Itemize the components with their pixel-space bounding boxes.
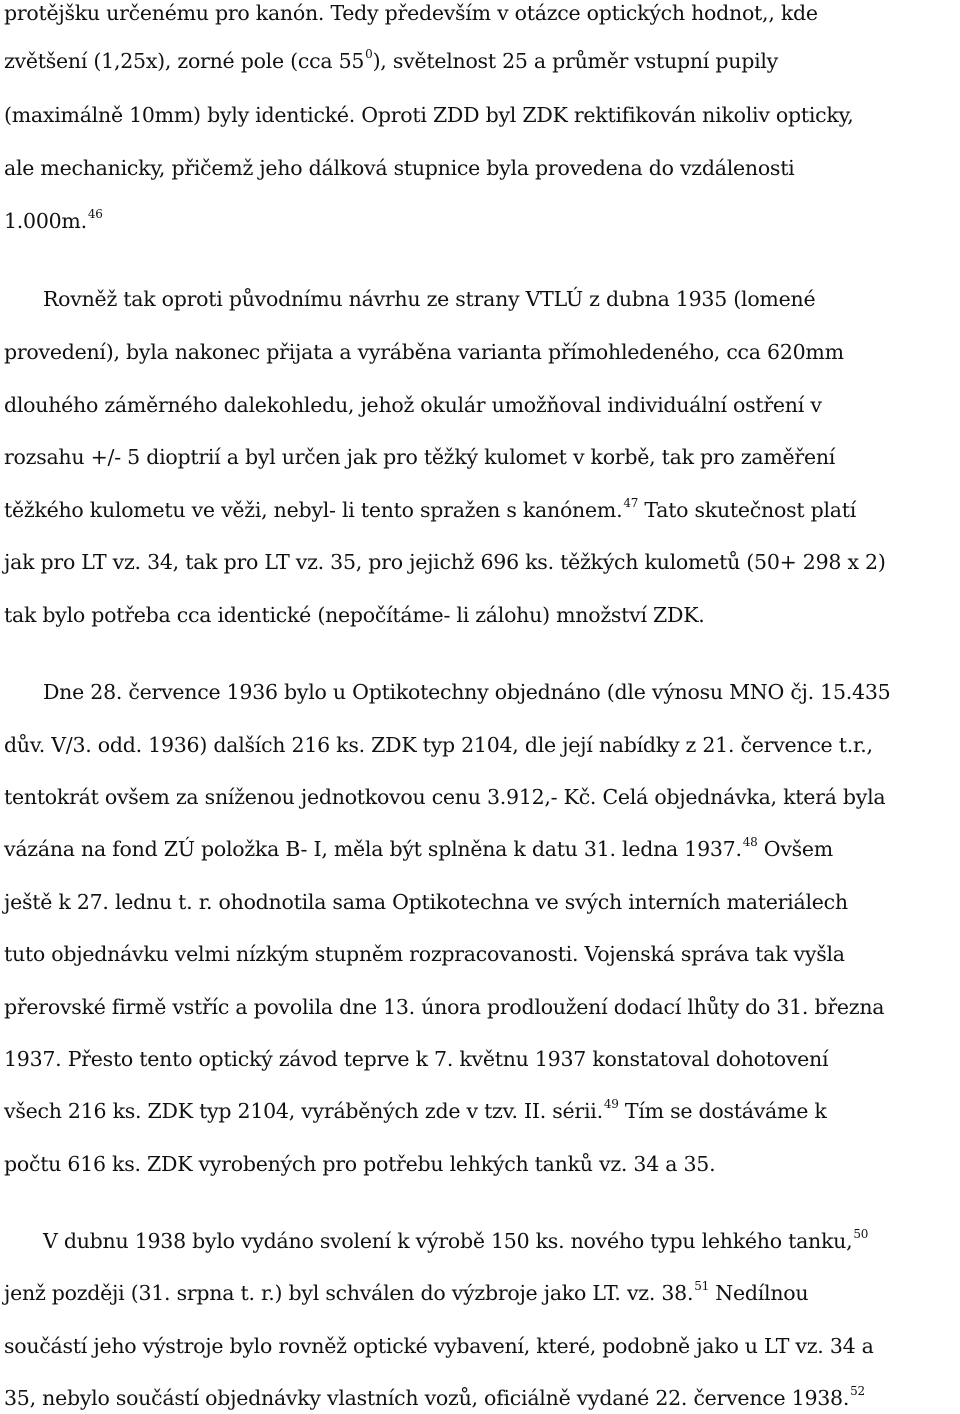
text-line: (maximálně 10mm) byly identické. Oproti ZDD byl ZDK rektifikován nikoliv opticky, xyxy=(4,103,854,127)
text-line: součástí jeho výstroje bylo rovněž optické vybavení, které, podobně jako u LT vz. 34 a xyxy=(4,1334,874,1358)
text-line xyxy=(4,1385,865,1414)
text-run: 1.000m. xyxy=(4,209,87,233)
text-line: Rovněž tak oproti původnímu návrhu ze strany VTLÚ z dubna 1935 (lomené xyxy=(43,287,816,311)
superscript-degree: 0 xyxy=(365,47,373,61)
footnote-ref-50: 50 xyxy=(853,1227,869,1241)
text-line: 1937. Přesto tento optický závod teprve k 7. květnu 1937 konstatoval dohotovení xyxy=(4,1047,829,1071)
text-line: počtu 616 ks. ZDK vyrobených pro potřebu lehkých tanků vz. 34 a 35. xyxy=(4,1152,716,1176)
text-line xyxy=(4,497,856,526)
text-line xyxy=(43,1228,868,1257)
text-run: 35, nebylo součástí objednávky vlastních vozů, oficiálně vydané 22. července 1938. xyxy=(4,1386,850,1410)
text-line xyxy=(4,836,833,865)
text-line xyxy=(4,1098,827,1127)
text-line: provedení), byla nakonec přijata a vyráběna varianta přímohledeného, cca 620mm xyxy=(4,340,844,364)
text-run: vázána na fond ZÚ položka B- I, měla být splněna k datu 31. ledna 1937. xyxy=(4,837,742,861)
text-run: ), světelnost 25 a průměr vstupní pupily xyxy=(372,49,779,73)
footnote-ref-47: 47 xyxy=(623,496,639,510)
text-line: dlouhého záměrného dalekohledu, jehož okulár umožňoval individuální ostření v xyxy=(4,393,822,417)
footnote-ref-52: 52 xyxy=(850,1384,865,1398)
text-run: Nedílnou xyxy=(709,1281,809,1305)
text-line: tentokrát ovšem za sníženou jednotkovou cenu 3.912,- Kč. Celá objednávka, která byla xyxy=(4,785,886,809)
text-line: protějšku určenému pro kanón. Tedy především v otázce optických hodnot,, kde xyxy=(4,1,818,25)
text-run: jenž později (31. srpna t. r.) byl schválen do výzbroje jako LT. vz. 38. xyxy=(4,1281,694,1305)
footnote-ref-46: 46 xyxy=(87,207,103,221)
footnote-ref-48: 48 xyxy=(742,835,758,849)
text-line: tuto objednávku velmi nízkým stupněm rozpracovanosti. Vojenská správa tak vyšla xyxy=(4,942,845,966)
text-line: jak pro LT vz. 34, tak pro LT vz. 35, pro jejichž 696 ks. těžkých kulometů (50+ 298 x 2) xyxy=(4,550,886,574)
footnote-ref-49: 49 xyxy=(603,1097,619,1111)
text-line: tak bylo potřeba cca identické (nepočítáme- li zálohu) množství ZDK. xyxy=(4,603,705,627)
text-run: Ovšem xyxy=(757,837,833,861)
text-run: V dubnu 1938 bylo vydáno svolení k výrobě 150 ks. nového typu lehkého tanku, xyxy=(43,1229,853,1253)
text-line: ještě k 27. lednu t. r. ohodnotila sama Optikotechna ve svých interních materiálech xyxy=(4,890,848,914)
text-run: všech 216 ks. ZDK typ 2104, vyráběných zde v tzv. II. sérii. xyxy=(4,1099,603,1123)
text-line xyxy=(4,208,103,237)
text-line xyxy=(4,48,778,77)
text-line: Dne 28. července 1936 bylo u Optikotechny objednáno (dle výnosu MNO čj. 15.435 xyxy=(43,680,891,704)
text-line xyxy=(4,1280,808,1309)
text-line: ale mechanicky, přičemž jeho dálková stupnice byla provedena do vzdálenosti xyxy=(4,156,795,180)
text-run: Tato skutečnost platí xyxy=(638,498,857,522)
text-run: Tím se dostáváme k xyxy=(618,1099,827,1123)
text-run: těžkého kulometu ve věži, nebyl- li tento spražen s kanónem. xyxy=(4,498,623,522)
text-run: zvětšení (1,25x), zorné pole (cca 55 xyxy=(4,49,365,73)
text-line: dův. V/3. odd. 1936) dalších 216 ks. ZDK typ 2104, dle její nabídky z 21. července t.r., xyxy=(4,733,873,757)
text-line: přerovské firmě vstříc a povolila dne 13. února prodloužení dodací lhůty do 31. března xyxy=(4,995,885,1019)
footnote-ref-51: 51 xyxy=(694,1279,710,1293)
text-line: rozsahu +/- 5 dioptrií a byl určen jak pro těžký kulomet v korbě, tak pro zaměření xyxy=(4,445,836,469)
